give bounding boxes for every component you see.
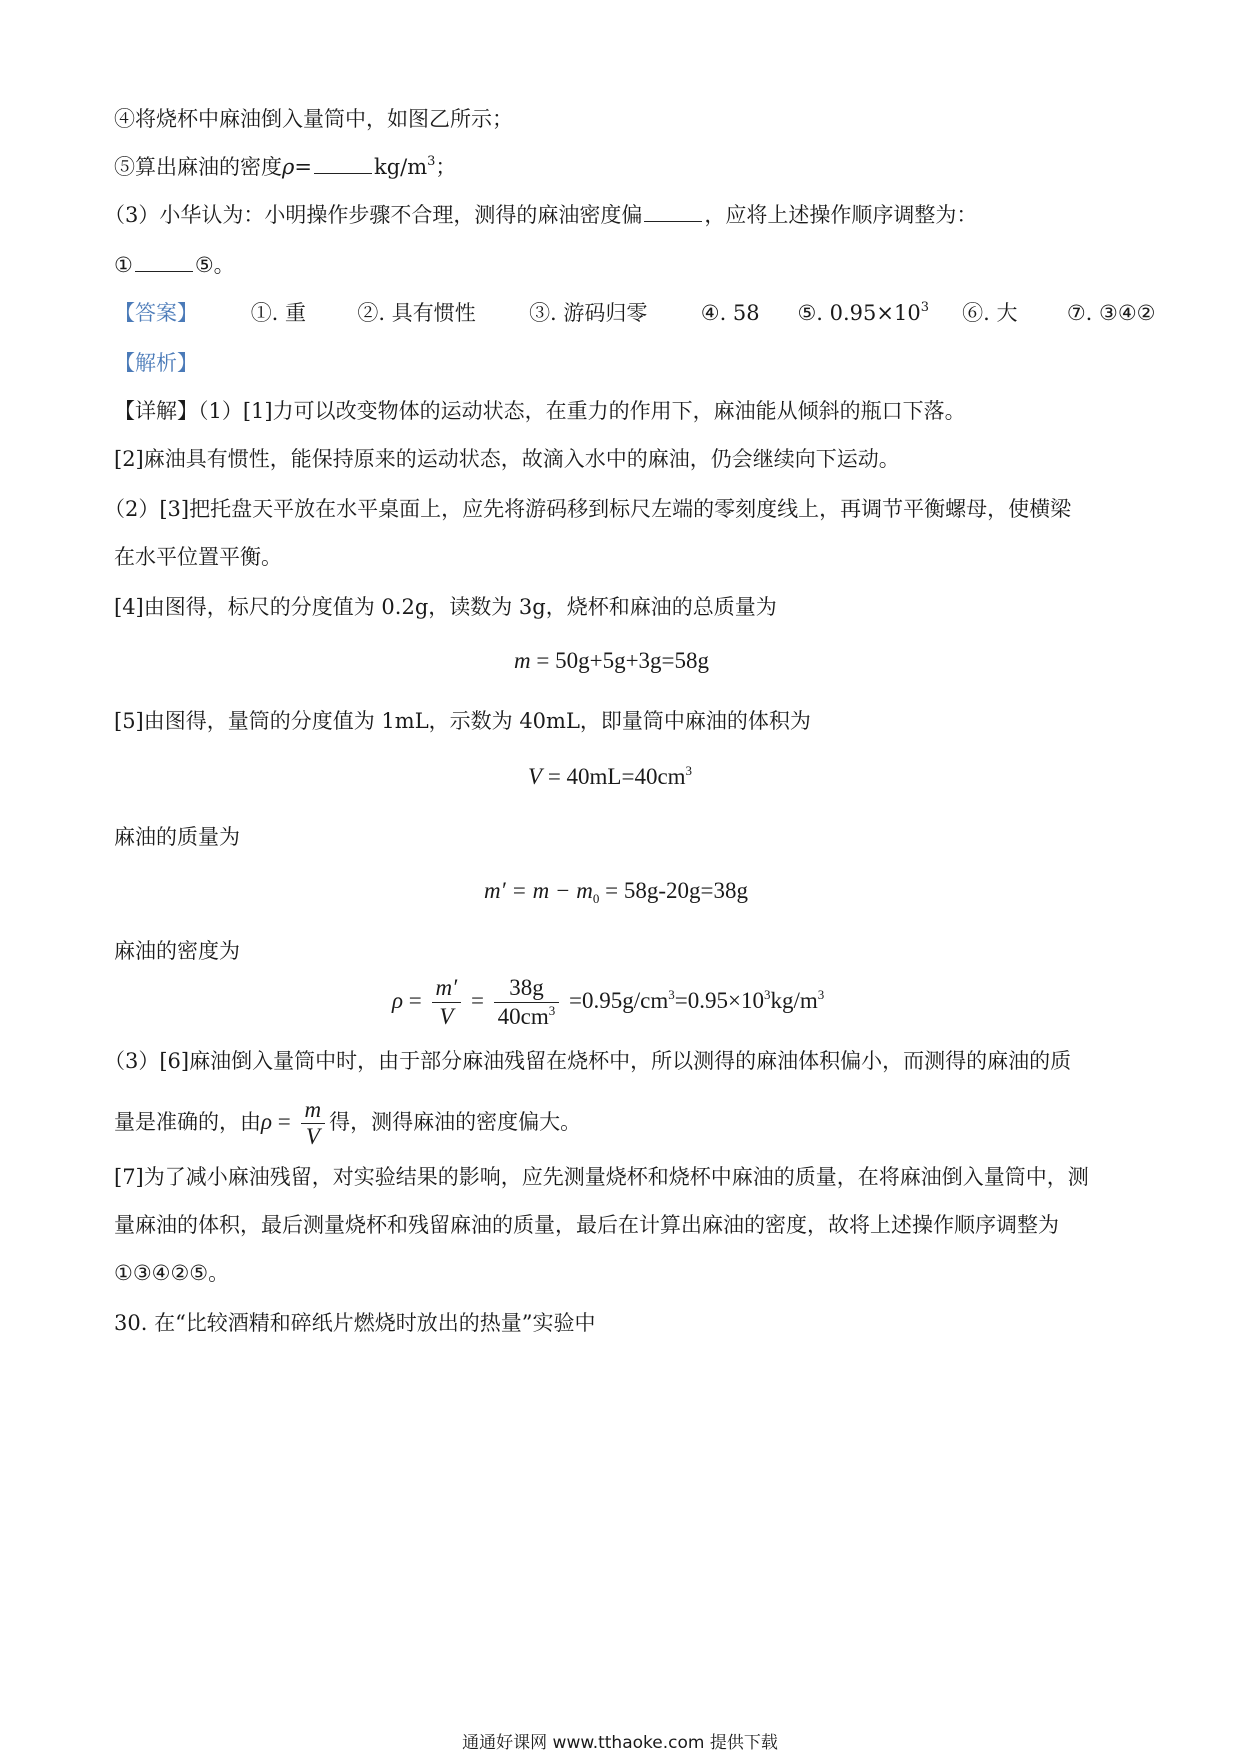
detail-6b-suffix: 得，测得麻油的密度偏大。 <box>329 1110 582 1134</box>
equation-oil-mass <box>484 876 748 906</box>
question-30: 30. 在“比较酒精和碎纸片燃烧时放出的热量”实验中 <box>114 1311 596 1335</box>
eq1-rhs: = 50g+5g+3g=58g <box>530 648 710 673</box>
order-blank <box>135 251 193 272</box>
detail-6b-eq: = <box>272 1109 297 1134</box>
eq4-f2-den <box>494 1003 560 1031</box>
step-5-eq: = <box>294 155 312 179</box>
detail-6b-rho: ρ <box>261 1109 273 1134</box>
bias-blank <box>644 201 702 222</box>
eq4-r1: =0.95g/cm <box>563 987 669 1013</box>
mass-label: 麻油的质量为 <box>114 825 240 849</box>
eq2-var: V <box>528 764 543 789</box>
equation-density <box>392 974 824 1031</box>
detail-6b <box>114 1092 581 1152</box>
fraction-m-over-v <box>432 974 462 1031</box>
answer-5-exp: 3 <box>920 300 929 315</box>
density-blank <box>314 153 372 174</box>
detail-1 <box>114 396 966 426</box>
answer-5 <box>797 298 955 328</box>
detail-1-text: （1）[1]力可以改变物体的运动状态，在重力的作用下，麻油能从倾斜的瓶口下落。 <box>198 399 966 423</box>
answer-2: ②. 具有惯性 <box>357 301 476 325</box>
eq4-f2-num: 38g <box>494 974 560 1003</box>
step-4: ④将烧杯中麻油倒入量筒中，如图乙所示； <box>114 107 513 131</box>
step-5-prefix: ⑤算出麻油的密度 <box>114 155 282 179</box>
order-end: ⑤。 <box>194 253 235 277</box>
detail-6b-num: m <box>301 1097 326 1124</box>
answer-label: 【答案】 <box>114 301 198 325</box>
fraction-values <box>494 974 560 1031</box>
eq4-r2: =0.95×10 <box>674 987 764 1013</box>
order-start: ① <box>114 253 133 277</box>
detail-3a: （2）[3]把托盘天平放在水平桌面上，应先将游码移到标尺左端的零刻度线上，再调节平衡螺母，使横梁 <box>104 497 1072 521</box>
detail-label: 【详解】 <box>114 399 198 423</box>
eq4-r2-exp: 3 <box>763 986 771 1002</box>
eq3-rhs: = 58g-20g=38g <box>599 878 749 903</box>
step-5-rho: ρ <box>282 155 295 179</box>
eq2-exp: 3 <box>685 763 693 778</box>
question-3-suffix: ，应将上述操作顺序调整为： <box>704 203 978 227</box>
analysis-label: 【解析】 <box>114 351 198 375</box>
detail-7b: 量麻油的体积，最后测量烧杯和残留麻油的质量，最后在计算出麻油的密度，故将上述操作顺序调整为 <box>114 1213 1059 1237</box>
detail-7c: ①③④②⑤。 <box>114 1261 230 1285</box>
eq4-eq1: = <box>403 987 428 1013</box>
detail-6b-den: V <box>305 1124 320 1149</box>
answer-6: ⑥. 大 <box>962 301 1018 325</box>
answer-7: ⑦. ③④② <box>1066 301 1156 325</box>
eq4-f2-den-text: 40cm <box>497 1004 549 1029</box>
eq4-f2-den-exp: 3 <box>548 1003 556 1018</box>
eq2-rhs: = 40mL=40cm <box>542 764 686 789</box>
detail-5: [5]由图得，量筒的分度值为 1mL，示数为 40mL，即量筒中麻油的体积为 <box>114 709 811 733</box>
eq4-eq2: = <box>465 987 490 1013</box>
equation-total-mass <box>514 646 709 676</box>
answer-row <box>114 298 1155 328</box>
question-3-prefix: （3）小华认为：小明操作步骤不合理，测得的麻油密度偏 <box>104 203 643 227</box>
eq3-sub: 0 <box>592 891 600 906</box>
eq4-f1-num: m′ <box>432 974 462 1003</box>
answer-4: ④. 58 <box>700 301 760 325</box>
density-label: 麻油的密度为 <box>114 939 240 963</box>
answer-3: ③. 游码归零 <box>529 301 648 325</box>
detail-3b: 在水平位置平衡。 <box>114 545 282 569</box>
step-5-unit: kg/m <box>373 155 428 179</box>
fraction-density <box>301 1097 326 1150</box>
eq1-var: m <box>514 648 531 673</box>
step-5 <box>114 152 456 182</box>
eq3-mid: = m − m <box>505 878 593 903</box>
detail-6b-prefix: 量是准确的，由 <box>114 1110 261 1134</box>
eq4-r3: kg/m <box>770 987 818 1013</box>
answer-1: ①. 重 <box>250 301 307 325</box>
eq3-lhs: m′ <box>484 878 506 903</box>
answer-5-text: ⑤. 0.95×10 <box>797 301 921 325</box>
order-line <box>114 250 235 280</box>
step-5-end: ； <box>435 155 457 179</box>
detail-2: [2]麻油具有惯性，能保持原来的运动状态，故滴入水中的麻油，仍会继续向下运动。 <box>114 447 900 471</box>
eq4-r3-exp: 3 <box>817 986 825 1002</box>
eq4-rho: ρ <box>392 987 404 1013</box>
eq4-r1-exp: 3 <box>668 986 675 1002</box>
detail-7a: [7]为了减小麻油残留，对实验结果的影响，应先测量烧杯和烧杯中麻油的质量，在将麻油倒入量筒中，测 <box>114 1165 1089 1189</box>
page-footer: 通通好课网 www.tthaoke.com 提供下载 <box>462 1733 778 1753</box>
detail-6a: （3）[6]麻油倒入量筒中时，由于部分麻油残留在烧杯中，所以测得的麻油体积偏小，而测得的麻油的质 <box>104 1049 1072 1073</box>
step-5-unit-exp: 3 <box>427 154 436 169</box>
eq4-f1-den: V <box>439 1004 454 1029</box>
question-3 <box>104 200 977 230</box>
equation-volume <box>528 762 692 792</box>
detail-4: [4]由图得，标尺的分度值为 0.2g，读数为 3g，烧杯和麻油的总质量为 <box>114 595 777 619</box>
